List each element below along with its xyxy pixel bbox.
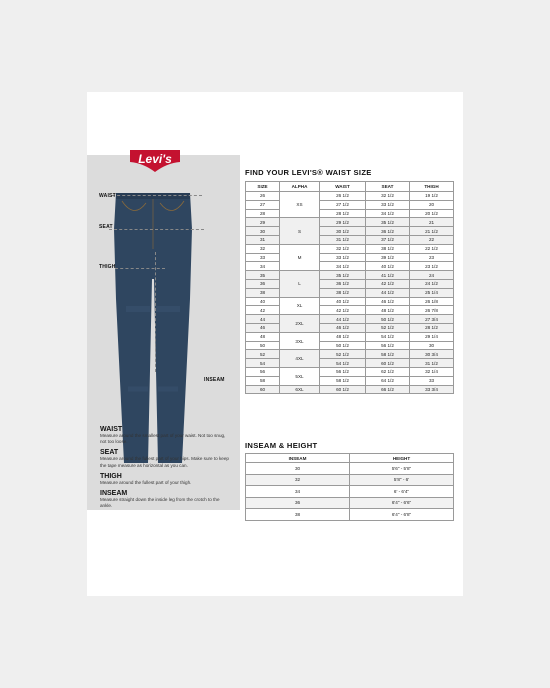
cell-thigh: 26 1/8	[410, 297, 454, 306]
waist-table-title: FIND YOUR LEVI'S® WAIST SIZE	[245, 168, 372, 177]
thigh-line	[115, 268, 165, 269]
cell-seat: 44 1/2	[366, 288, 410, 297]
table-row	[246, 271, 454, 280]
cell-thigh: 24	[410, 271, 454, 280]
cell-size: 54	[246, 359, 280, 368]
cell-waist: 46 1/2	[320, 323, 366, 332]
cell-seat: 48 1/2	[366, 306, 410, 315]
cell-waist: 52 1/2	[320, 350, 366, 359]
cell-thigh: 27 3/4	[410, 315, 454, 324]
cell-alpha: S	[280, 218, 320, 244]
cell-size: 42	[246, 306, 280, 315]
cell-size: 36	[246, 279, 280, 288]
cell-size: 60	[246, 385, 280, 394]
cell-seat: 62 1/2	[366, 367, 410, 376]
cell-thigh: 24 1/2	[410, 279, 454, 288]
cell-size: 29	[246, 218, 280, 227]
definition-text: Measure straight down the inside leg from the crotch to the ankle.	[100, 497, 220, 509]
cell-thigh: 20 1/2	[410, 209, 454, 218]
cell-waist: 44 1/2	[320, 315, 366, 324]
header-seat: SEAT	[366, 182, 410, 192]
waist-table-body	[246, 192, 454, 394]
header-inseam: INSEAM	[246, 454, 350, 463]
table-row	[246, 497, 454, 509]
cell-thigh: 20	[410, 200, 454, 209]
definition-term: INSEAM	[100, 490, 128, 498]
cell-seat: 40 1/2	[366, 262, 410, 271]
table-row	[246, 315, 454, 324]
header-alpha: ALPHA	[280, 182, 320, 192]
table-row	[246, 332, 454, 341]
seat-line	[109, 229, 204, 230]
cell-seat: 56 1/2	[366, 341, 410, 350]
header-thigh: THIGH	[410, 182, 454, 192]
cell-thigh: 30 3/4	[410, 350, 454, 359]
cell-inseam: 36	[246, 497, 350, 509]
cell-height: 5'8" - 6'	[350, 474, 454, 486]
cell-size: 38	[246, 288, 280, 297]
cell-inseam: 34	[246, 486, 350, 498]
cell-alpha: L	[280, 271, 320, 297]
cell-waist: 36 1/2	[320, 279, 366, 288]
cell-seat: 37 1/2	[366, 235, 410, 244]
cell-seat: 64 1/2	[366, 376, 410, 385]
cell-waist: 31 1/2	[320, 235, 366, 244]
cell-waist: 40 1/2	[320, 297, 366, 306]
cell-size: 33	[246, 253, 280, 262]
cell-thigh: 25 1/4	[410, 288, 454, 297]
definition-term: THIGH	[100, 472, 122, 480]
cell-waist: 30 1/2	[320, 227, 366, 236]
cell-seat: 32 1/2	[366, 192, 410, 201]
cell-size: 32	[246, 244, 280, 253]
table-row	[246, 367, 454, 376]
definition-thigh	[100, 473, 240, 486]
cell-alpha: XL	[280, 297, 320, 315]
cell-seat: 41 1/2	[366, 271, 410, 280]
inseam-table-title: INSEAM & HEIGHT	[245, 441, 318, 450]
table-row	[246, 341, 454, 350]
waist-line	[112, 195, 202, 196]
cell-waist: 32 1/2	[320, 244, 366, 253]
cell-waist: 34 1/2	[320, 262, 366, 271]
cell-height: 5'6" - 5'8"	[350, 463, 454, 475]
table-row	[246, 288, 454, 297]
table-row	[246, 218, 454, 227]
cell-size: 40	[246, 297, 280, 306]
header-size: SIZE	[246, 182, 280, 192]
cell-thigh: 32 1/4	[410, 367, 454, 376]
cell-waist: 38 1/2	[320, 288, 366, 297]
cell-waist: 28 1/2	[320, 209, 366, 218]
cell-size: 34	[246, 262, 280, 271]
cell-seat: 34 1/2	[366, 209, 410, 218]
cell-waist: 33 1/2	[320, 253, 366, 262]
table-row	[246, 509, 454, 521]
definition-text: Measure around the smallest part of your waist. Not too snug, not too loose.	[100, 433, 226, 445]
table-row	[246, 200, 454, 209]
cell-seat: 66 1/2	[366, 385, 410, 394]
logo-wordmark: Levi's	[138, 152, 172, 166]
cell-seat: 36 1/2	[366, 227, 410, 236]
waist-size-table	[245, 181, 454, 394]
cell-thigh: 23 1/2	[410, 262, 454, 271]
levis-logo	[129, 149, 181, 173]
cell-seat: 39 1/2	[366, 253, 410, 262]
table-row	[246, 235, 454, 244]
table-row	[246, 262, 454, 271]
cell-alpha: 5XL	[280, 367, 320, 385]
table-row	[246, 209, 454, 218]
waist-label: WAIST	[99, 193, 116, 199]
cell-seat: 38 1/2	[366, 244, 410, 253]
table-row	[246, 350, 454, 359]
table-header-row	[246, 182, 454, 192]
cell-seat: 42 1/2	[366, 279, 410, 288]
cell-waist: 29 1/2	[320, 218, 366, 227]
inseam-line	[155, 252, 156, 372]
cell-thigh: 21 1/2	[410, 227, 454, 236]
table-row	[246, 474, 454, 486]
cell-size: 52	[246, 350, 280, 359]
cell-inseam: 38	[246, 509, 350, 521]
cell-size: 48	[246, 332, 280, 341]
cell-alpha: 4XL	[280, 350, 320, 368]
table-row	[246, 463, 454, 475]
table-row	[246, 244, 454, 253]
cell-waist: 35 1/2	[320, 271, 366, 280]
thigh-label: THIGH	[99, 264, 116, 270]
cell-size: 44	[246, 315, 280, 324]
definition-text: Measure around the fullest part of your hips. Make sure to keep the tape measure as horizontal as you can.	[100, 456, 229, 468]
inseam-label: INSEAM	[204, 377, 225, 383]
cell-alpha: 6XL	[280, 385, 320, 394]
table-row	[246, 486, 454, 498]
cell-seat: 50 1/2	[366, 315, 410, 324]
cell-waist: 58 1/2	[320, 376, 366, 385]
table-row	[246, 279, 454, 288]
definition-seat	[100, 449, 240, 468]
table-row	[246, 297, 454, 306]
cell-seat: 35 1/2	[366, 218, 410, 227]
cell-seat: 54 1/2	[366, 332, 410, 341]
cell-alpha: M	[280, 244, 320, 270]
cell-thigh: 31 1/2	[410, 359, 454, 368]
cell-inseam: 30	[246, 463, 350, 475]
cell-size: 46	[246, 323, 280, 332]
cell-size: 56	[246, 367, 280, 376]
definition-waist	[100, 426, 240, 445]
cell-thigh: 33 3/4	[410, 385, 454, 394]
table-row	[246, 323, 454, 332]
table-row	[246, 385, 454, 394]
cell-seat: 46 1/2	[366, 297, 410, 306]
cell-seat: 60 1/2	[366, 359, 410, 368]
cell-thigh: 26 7/8	[410, 306, 454, 315]
cell-thigh: 30	[410, 341, 454, 350]
cell-thigh: 33	[410, 376, 454, 385]
table-row	[246, 306, 454, 315]
table-row	[246, 227, 454, 236]
cell-alpha: 3XL	[280, 332, 320, 350]
table-row	[246, 359, 454, 368]
definition-term: WAIST	[100, 426, 123, 433]
cell-waist: 56 1/2	[320, 367, 366, 376]
definition-term: SEAT	[100, 449, 119, 457]
cell-thigh: 21	[410, 218, 454, 227]
cell-waist: 54 1/2	[320, 359, 366, 368]
header-height: HEIGHT	[350, 454, 454, 463]
cell-size: 26	[246, 192, 280, 201]
cell-size: 28	[246, 209, 280, 218]
cell-alpha: 2XL	[280, 315, 320, 333]
cell-height: 6' - 6'4"	[350, 486, 454, 498]
cell-waist: 48 1/2	[320, 332, 366, 341]
inseam-table-body	[246, 463, 454, 521]
header-waist: WAIST	[320, 182, 366, 192]
cell-waist: 50 1/2	[320, 341, 366, 350]
cell-size: 35	[246, 271, 280, 280]
cell-waist: 26 1/2	[320, 192, 366, 201]
measurement-definitions	[100, 422, 240, 509]
cell-waist: 27 1/2	[320, 200, 366, 209]
cell-inseam: 32	[246, 474, 350, 486]
cell-thigh: 19 1/2	[410, 192, 454, 201]
cell-thigh: 29 1/4	[410, 332, 454, 341]
cell-thigh: 23	[410, 253, 454, 262]
cell-size: 31	[246, 235, 280, 244]
table-header-row	[246, 454, 454, 463]
cell-waist: 42 1/2	[320, 306, 366, 315]
cell-size: 30	[246, 227, 280, 236]
cell-size: 50	[246, 341, 280, 350]
cell-size: 27	[246, 200, 280, 209]
table-row	[246, 192, 454, 201]
definition-inseam	[100, 490, 240, 509]
cell-height: 6'4" - 6'8"	[350, 509, 454, 521]
table-row	[246, 376, 454, 385]
cell-thigh: 22	[410, 235, 454, 244]
cell-alpha: XS	[280, 192, 320, 218]
cell-seat: 58 1/2	[366, 350, 410, 359]
cell-size: 58	[246, 376, 280, 385]
seat-label: SEAT	[99, 224, 113, 230]
cell-seat: 33 1/2	[366, 200, 410, 209]
definition-text: Measure around the fullest part of your thigh.	[100, 479, 192, 485]
cell-waist: 60 1/2	[320, 385, 366, 394]
table-row	[246, 253, 454, 262]
cell-thigh: 22 1/2	[410, 244, 454, 253]
size-chart-card	[87, 92, 463, 596]
cell-seat: 52 1/2	[366, 323, 410, 332]
cell-thigh: 28 1/2	[410, 323, 454, 332]
inseam-height-table	[245, 453, 454, 521]
cell-height: 6'4" - 6'6"	[350, 497, 454, 509]
